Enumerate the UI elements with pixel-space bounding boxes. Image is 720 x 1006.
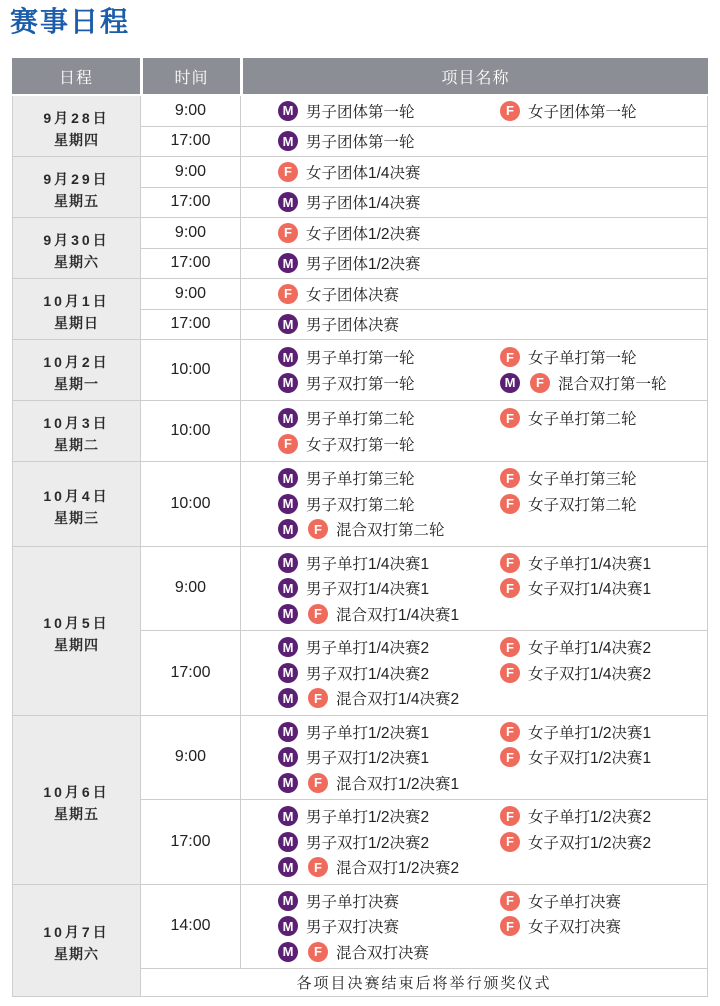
- weekday-label: 星期二: [54, 437, 99, 453]
- female-badge-icon: F: [308, 857, 328, 877]
- event-list: [278, 190, 500, 216]
- male-badge-icon: M: [278, 688, 298, 708]
- event-item: [500, 491, 637, 517]
- male-badge-icon: M: [278, 722, 298, 742]
- session-time-cell: [141, 340, 241, 401]
- event-label: 混合双打1/4决赛1: [336, 606, 460, 624]
- event-item: [278, 312, 500, 338]
- session-events-cell: [241, 218, 708, 249]
- date-cell: [12, 96, 141, 157]
- session-time-cell: [141, 462, 241, 547]
- session-time: 17:00: [170, 315, 211, 333]
- session-time-cell: [141, 547, 241, 632]
- event-item: [278, 370, 500, 396]
- column-header-time: 时间: [143, 58, 240, 94]
- event-label: 女子双打第二轮: [528, 496, 637, 514]
- session-time: 17:00: [170, 132, 211, 150]
- event-label: 混合双打第二轮: [336, 522, 445, 540]
- event-label: 女子团体第一轮: [528, 103, 637, 121]
- session-events-cell: [241, 462, 708, 547]
- session-events-cell: [241, 127, 708, 158]
- date-cell: [12, 279, 141, 340]
- session-time-cell: [141, 310, 241, 341]
- session-time-cell: [141, 127, 241, 158]
- event-label: 女子双打1/2决赛2: [528, 834, 652, 852]
- male-badge-icon: M: [278, 468, 298, 488]
- session-events-cell: [241, 716, 708, 801]
- male-badge-icon: M: [278, 553, 298, 573]
- female-badge-icon: F: [308, 688, 328, 708]
- event-item: [278, 576, 500, 602]
- event-label: 女子双打第一轮: [306, 436, 415, 454]
- weekday-label: 星期五: [54, 805, 99, 822]
- page-title: 赛事日程: [10, 6, 131, 37]
- event-item: [278, 914, 500, 940]
- female-badge-icon: F: [500, 806, 520, 826]
- session-events-cell: [241, 401, 708, 462]
- session-events-cell: [241, 279, 708, 310]
- male-badge-icon: M: [278, 373, 298, 393]
- female-badge-icon: F: [500, 578, 520, 598]
- event-label: 混合双打1/2决赛2: [336, 860, 460, 878]
- session-time: 17:00: [170, 254, 211, 272]
- session-events-cell: [241, 340, 708, 401]
- schedule-body: [12, 96, 708, 998]
- female-badge-icon: F: [278, 284, 298, 304]
- weekday-label: 星期一: [54, 376, 99, 392]
- session-time-cell: [141, 885, 241, 970]
- event-item: [278, 517, 500, 543]
- male-badge-icon: M: [278, 857, 298, 877]
- event-item: [500, 370, 667, 396]
- date-cell: [12, 462, 141, 547]
- event-label: 男子团体1/2决赛: [306, 256, 421, 274]
- event-label: 男子单打1/4决赛2: [306, 640, 430, 658]
- event-label: 女子单打1/2决赛2: [528, 809, 652, 827]
- event-list: [278, 466, 637, 543]
- female-badge-icon: F: [308, 773, 328, 793]
- column-header-date: 日程: [12, 58, 140, 94]
- weekday-label: 星期日: [54, 315, 99, 331]
- event-item: [500, 98, 637, 124]
- female-badge-icon: F: [500, 916, 520, 936]
- session-time-cell: [141, 800, 241, 885]
- date-label: 10月2日: [43, 354, 110, 370]
- event-item: [278, 635, 500, 661]
- female-badge-icon: F: [500, 747, 520, 767]
- session-events-cell: [241, 800, 708, 885]
- date-label: 10月3日: [43, 415, 110, 431]
- event-label: 男子团体1/4决赛: [306, 195, 421, 213]
- event-item: [278, 855, 500, 881]
- male-badge-icon: M: [278, 891, 298, 911]
- female-badge-icon: F: [278, 434, 298, 454]
- male-badge-icon: M: [278, 747, 298, 767]
- session-time: 9:00: [174, 284, 207, 302]
- event-label: 男子双打1/4决赛2: [306, 665, 430, 683]
- session-events-cell: [241, 157, 708, 188]
- session-time: 9:00: [174, 162, 207, 180]
- event-label: 男子双打第一轮: [306, 375, 415, 393]
- event-item: [278, 190, 500, 216]
- session-time: 9:00: [174, 748, 207, 766]
- session-events-cell: [241, 310, 708, 341]
- event-label: 女子单打1/4决赛2: [528, 640, 652, 658]
- event-item: [500, 576, 651, 602]
- session-time-cell: [141, 218, 241, 249]
- event-item: [278, 345, 500, 371]
- session-time-cell: [141, 631, 241, 716]
- male-badge-icon: M: [278, 832, 298, 852]
- female-badge-icon: F: [500, 347, 520, 367]
- weekday-label: 星期三: [54, 509, 99, 526]
- event-label: 男子团体决赛: [306, 317, 400, 335]
- event-list: [278, 406, 637, 457]
- female-badge-icon: F: [500, 468, 520, 488]
- event-item: [278, 281, 500, 307]
- date-label: 10月6日: [43, 783, 110, 800]
- session-events-cell: [241, 885, 708, 970]
- session-time-cell: [141, 279, 241, 310]
- female-badge-icon: F: [278, 162, 298, 182]
- event-label: 男子双打1/4决赛1: [306, 581, 430, 599]
- female-badge-icon: F: [500, 891, 520, 911]
- event-list: [278, 281, 500, 307]
- event-list: [278, 888, 621, 965]
- event-label: 女子单打第二轮: [528, 411, 637, 429]
- date-label: 10月1日: [43, 293, 110, 309]
- female-badge-icon: F: [500, 101, 520, 121]
- session-time: 10:00: [170, 422, 211, 439]
- date-label: 9月30日: [43, 232, 110, 248]
- session-time: 17:00: [170, 832, 211, 850]
- male-badge-icon: M: [278, 637, 298, 657]
- event-list: [278, 345, 667, 396]
- event-label: 女子双打决赛: [528, 919, 622, 937]
- session-time: 9:00: [174, 579, 207, 597]
- female-badge-icon: F: [500, 494, 520, 514]
- event-label: 女子单打1/2决赛1: [528, 724, 652, 742]
- event-item: [278, 745, 500, 771]
- event-item: [278, 220, 500, 246]
- event-item: [500, 635, 651, 661]
- event-item: [500, 804, 651, 830]
- event-list: [278, 550, 651, 627]
- event-label: 男子团体第一轮: [306, 134, 415, 152]
- date-label: 9月28日: [43, 110, 110, 126]
- event-item: [278, 939, 500, 965]
- event-label: 男子双打决赛: [306, 919, 400, 937]
- male-badge-icon: M: [278, 806, 298, 826]
- event-label: 男子团体第一轮: [306, 103, 415, 121]
- session-time: 14:00: [170, 917, 211, 935]
- event-item: [500, 406, 637, 432]
- event-item: [278, 686, 500, 712]
- event-label: 女子单打第三轮: [528, 471, 637, 489]
- session-time: 10:00: [170, 361, 211, 378]
- date-cell: [12, 547, 141, 716]
- event-item: [278, 719, 500, 745]
- event-item: [278, 431, 500, 457]
- event-item: [278, 660, 500, 686]
- session-time: 9:00: [174, 101, 207, 119]
- male-badge-icon: M: [278, 314, 298, 334]
- weekday-label: 星期四: [54, 132, 99, 148]
- event-label: 女子单打第一轮: [528, 350, 637, 368]
- footer-note-text: 各项目决赛结束后将举行颁奖仪式: [296, 975, 552, 992]
- event-list: [278, 804, 651, 881]
- date-label: 9月29日: [43, 171, 110, 187]
- female-badge-icon: F: [278, 223, 298, 243]
- event-label: 女子双打1/4决赛1: [528, 581, 652, 599]
- event-item: [500, 660, 651, 686]
- date-cell: [12, 218, 141, 279]
- session-events-cell: [241, 188, 708, 219]
- event-item: [278, 159, 500, 185]
- female-badge-icon: F: [500, 722, 520, 742]
- event-item: [500, 466, 637, 492]
- event-label: 男子单打第三轮: [306, 471, 415, 489]
- male-badge-icon: M: [278, 131, 298, 151]
- footer-note: [141, 969, 708, 997]
- session-time: 17:00: [170, 663, 211, 681]
- event-item: [278, 491, 500, 517]
- event-label: 女子单打决赛: [528, 893, 622, 911]
- event-label: 男子单打第一轮: [306, 350, 415, 368]
- session-time-cell: [141, 716, 241, 801]
- event-list: [278, 159, 500, 185]
- event-item: [278, 770, 500, 796]
- event-label: 女子双打1/2决赛1: [528, 750, 652, 768]
- session-time: 9:00: [174, 223, 207, 241]
- weekday-label: 星期六: [54, 254, 99, 270]
- male-badge-icon: M: [278, 347, 298, 367]
- event-label: 混合双打1/4决赛2: [336, 691, 460, 709]
- date-cell: [12, 716, 141, 885]
- date-cell: [12, 340, 141, 401]
- event-list: [278, 220, 500, 246]
- male-badge-icon: M: [500, 373, 520, 393]
- female-badge-icon: F: [308, 604, 328, 624]
- male-badge-icon: M: [278, 253, 298, 273]
- event-label: 女子团体1/2决赛: [306, 225, 421, 243]
- event-list: [278, 719, 651, 796]
- event-label: 女子双打1/4决赛2: [528, 665, 652, 683]
- event-label: 男子双打1/2决赛2: [306, 834, 430, 852]
- session-events-cell: [241, 631, 708, 716]
- female-badge-icon: F: [530, 373, 550, 393]
- male-badge-icon: M: [278, 494, 298, 514]
- session-time-cell: [141, 401, 241, 462]
- event-item: [278, 601, 500, 627]
- event-item: [278, 829, 500, 855]
- schedule-table: [12, 58, 708, 998]
- event-label: 男子单打决赛: [306, 893, 400, 911]
- event-label: 男子单打1/2决赛1: [306, 724, 430, 742]
- weekday-label: 星期四: [54, 636, 99, 653]
- male-badge-icon: M: [278, 773, 298, 793]
- weekday-label: 星期六: [54, 946, 99, 963]
- column-header-events: 项目名称: [243, 58, 708, 94]
- session-events-cell: [241, 547, 708, 632]
- male-badge-icon: M: [278, 408, 298, 428]
- male-badge-icon: M: [278, 578, 298, 598]
- event-item: [278, 406, 500, 432]
- event-label: 混合双打第一轮: [558, 375, 667, 393]
- event-item: [500, 345, 667, 371]
- female-badge-icon: F: [500, 832, 520, 852]
- event-list: [278, 98, 637, 124]
- male-badge-icon: M: [278, 192, 298, 212]
- female-badge-icon: F: [308, 519, 328, 539]
- event-label: 混合双打1/2决赛1: [336, 775, 460, 793]
- date-label: 10月4日: [43, 487, 110, 504]
- female-badge-icon: F: [500, 637, 520, 657]
- session-events-cell: [241, 249, 708, 280]
- male-badge-icon: M: [278, 519, 298, 539]
- event-list: [278, 129, 500, 155]
- event-item: [278, 550, 500, 576]
- session-time-cell: [141, 188, 241, 219]
- session-time-cell: [141, 157, 241, 188]
- event-item: [278, 804, 500, 830]
- session-time-cell: [141, 96, 241, 127]
- male-badge-icon: M: [278, 101, 298, 121]
- date-cell: [12, 157, 141, 218]
- event-label: 混合双打决赛: [336, 944, 430, 962]
- date-cell: [12, 885, 141, 998]
- event-label: 男子单打1/4决赛1: [306, 555, 430, 573]
- event-item: [500, 745, 651, 771]
- event-list: [278, 312, 500, 338]
- date-cell: [12, 401, 141, 462]
- event-item: [278, 251, 500, 277]
- female-badge-icon: F: [500, 408, 520, 428]
- event-item: [278, 466, 500, 492]
- session-events-cell: [241, 96, 708, 127]
- male-badge-icon: M: [278, 663, 298, 683]
- event-label: 男子双打第二轮: [306, 496, 415, 514]
- session-time: 10:00: [170, 494, 211, 512]
- session-time: 17:00: [170, 193, 211, 211]
- event-item: [278, 98, 500, 124]
- event-item: [500, 550, 651, 576]
- event-item: [278, 888, 500, 914]
- event-item: [500, 914, 621, 940]
- event-label: 女子单打1/4决赛1: [528, 555, 652, 573]
- female-badge-icon: F: [500, 663, 520, 683]
- event-label: 男子双打1/2决赛1: [306, 750, 430, 768]
- male-badge-icon: M: [278, 916, 298, 936]
- date-label: 10月5日: [43, 614, 110, 631]
- event-list: [278, 251, 500, 277]
- event-label: 女子团体决赛: [306, 286, 400, 304]
- female-badge-icon: F: [308, 942, 328, 962]
- event-item: [500, 829, 651, 855]
- event-item: [500, 719, 651, 745]
- event-item: [278, 129, 500, 155]
- event-item: [500, 888, 621, 914]
- male-badge-icon: M: [278, 604, 298, 624]
- event-label: 男子单打1/2决赛2: [306, 809, 430, 827]
- male-badge-icon: M: [278, 942, 298, 962]
- event-label: 男子单打第二轮: [306, 411, 415, 429]
- event-list: [278, 635, 651, 712]
- female-badge-icon: F: [500, 553, 520, 573]
- session-time-cell: [141, 249, 241, 280]
- weekday-label: 星期五: [54, 193, 99, 209]
- event-label: 女子团体1/4决赛: [306, 164, 421, 182]
- date-label: 10月7日: [43, 924, 110, 941]
